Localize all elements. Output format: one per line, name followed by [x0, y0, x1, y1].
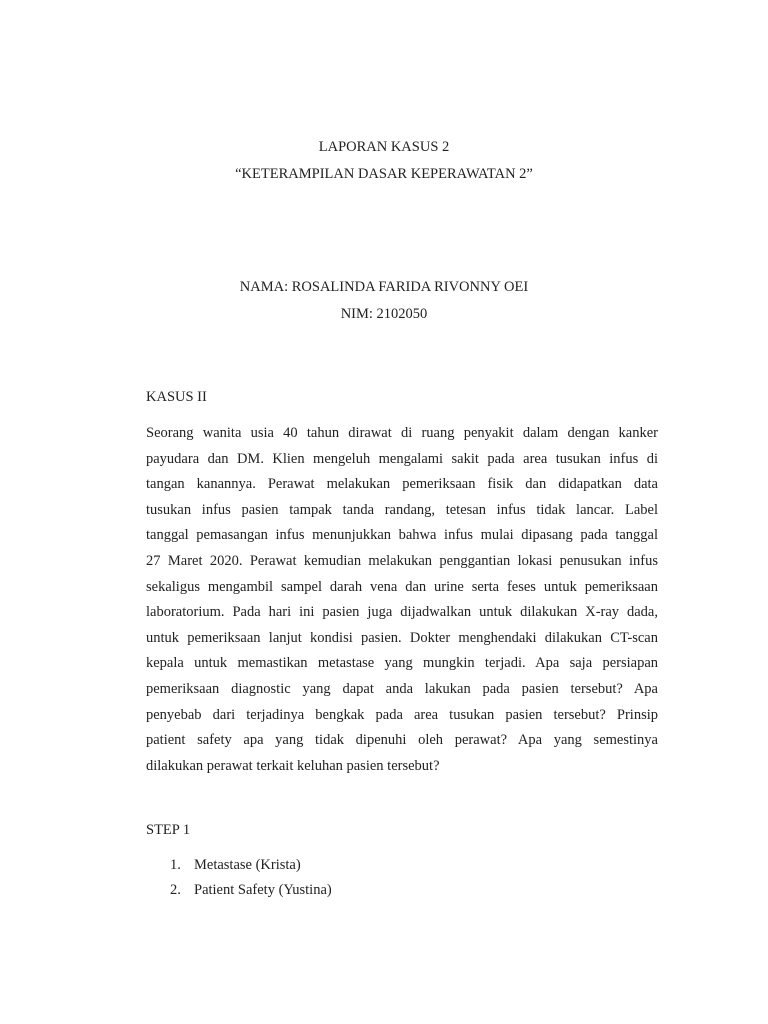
paragraph-line: laboratorium. Pada hari ini pasien juga dijadwalkan untuk dilakukan X-ray dada,: [146, 604, 658, 621]
list-item-number: 1.: [170, 857, 181, 873]
paragraph-line: dilakukan perawat terkait keluhan pasien tersebut?: [146, 757, 440, 774]
list-item-text: Metastase (Krista): [194, 857, 301, 873]
step-heading: STEP 1: [146, 822, 191, 838]
paragraph-line: untuk pemeriksaan lanjut kondisi pasien. Dokter menghendaki dilakukan CT-scan: [146, 629, 658, 646]
paragraph-line: kepala untuk memastikan metastase yang mungkin terjadi. Apa saja persiapan: [146, 655, 658, 672]
case-paragraph: [146, 421, 658, 779]
list-item: [170, 853, 332, 878]
paragraph-line: penyebab dari terjadinya bengkak pada area tusukan pasien tersebut? Prinsip: [146, 706, 658, 723]
paragraph-line: pemeriksaan diagnostic yang dapat anda lakukan pada pasien tersebut? Apa: [146, 680, 658, 697]
list-item-text: Patient Safety (Yustina): [194, 882, 332, 898]
paragraph-line: patient safety apa yang tidak dipenuhi oleh perawat? Apa yang semestinya: [146, 732, 658, 749]
report-title: LAPORAN KASUS 2: [318, 139, 450, 155]
paragraph-line: Seorang wanita usia 40 tahun dirawat di ruang penyakit dalam dengan kanker: [146, 425, 658, 441]
paragraph-line: sekaligus mengambil sampel darah vena dan urine serta feses untuk pemeriksaan: [146, 578, 658, 595]
paragraph-line: tangan kanannya. Perawat melakukan pemeriksaan fisik dan didapatkan data: [146, 476, 658, 493]
case-heading: KASUS II: [146, 389, 207, 405]
list-item: [170, 878, 332, 903]
student-name: NAMA: ROSALINDA FARIDA RIVONNY OEI: [239, 279, 529, 295]
paragraph-line: payudara dan DM. Klien mengeluh mengalami sakit pada area tusukan infus di: [146, 450, 658, 467]
list-item-number: 2.: [170, 882, 181, 898]
paragraph-line: tanggal pemasangan infus menunjukkan bahwa infus mulai dipasang pada tanggal: [146, 527, 658, 544]
step-list: [170, 853, 332, 903]
paragraph-line: 27 Maret 2020. Perawat kemudian melakukan penggantian lokasi penusukan infus: [146, 552, 658, 569]
student-id: NIM: 2102050: [340, 306, 428, 322]
report-subtitle: “KETERAMPILAN DASAR KEPERAWATAN 2”: [235, 166, 533, 182]
paragraph-line: tusukan infus pasien tampak tanda randang, tetesan infus tidak lancar. Label: [146, 501, 658, 518]
